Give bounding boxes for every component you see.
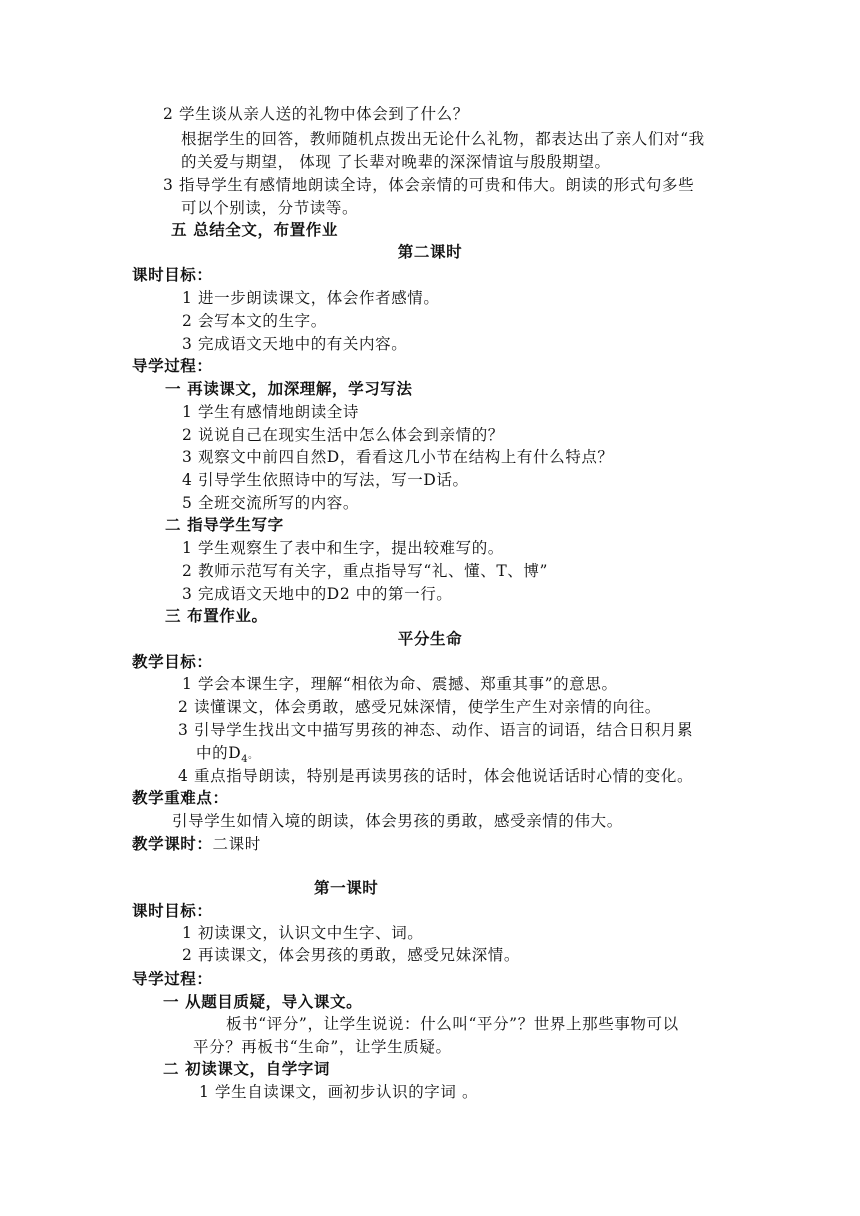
text-line: 4 引导学生依照诗中的写法，写一D话。: [182, 471, 469, 489]
text-fragment: 中的D: [196, 744, 242, 762]
text-line: 2 教师示范写有关字，重点指导写“礼、懂、T、博”: [182, 562, 548, 580]
text-fragment: 二课时: [212, 835, 261, 853]
text-line: 3 引导学生找出文中描写男孩的神态、动作、语言的词语，结合日积月累: [178, 721, 694, 739]
text-line: 3 完成语文天地中的D2 中的第一行。: [182, 585, 453, 603]
section-heading: 五 总结全文，布置作业: [171, 220, 338, 239]
text-line: 1 学生有感情地朗读全诗: [182, 403, 359, 421]
section-label: 课时目标：: [132, 901, 213, 920]
section-label: 教学课时：: [132, 834, 213, 853]
text-line: 5 全班交流所写的内容。: [182, 494, 359, 512]
text-line: 1 学会本课生字，理解“相依为命、震撼、郑重其事”的意思。: [182, 675, 618, 693]
text-line: 2 说说自己在现实生活中怎么体会到亲情的？: [182, 426, 504, 444]
text-line: 3 指导学生有感情地朗读全诗，体会亲情的可贵和伟大。朗读的形式句多些: [163, 176, 695, 194]
text-line: 1 学生观察生了表中和生字，提出较难写的。: [182, 539, 504, 557]
section-heading: 一 从题目质疑，导入课文。: [163, 992, 363, 1011]
text-line: 2 会写本文的生字。: [182, 312, 327, 330]
text-line: 3 观察文中前四自然D，看看这几小节在结构上有什么特点？: [182, 448, 614, 466]
section-heading: 一 再读课文，加深理解，学习写法: [165, 379, 413, 398]
section-label: 课时目标：: [132, 265, 213, 284]
text-line: 1 初读课文，认识文中生字、词。: [182, 924, 424, 942]
lesson-title: 平分生命: [397, 629, 463, 648]
section-heading: 三 布置作业。: [165, 606, 268, 625]
text-line: 2 读懂课文，体会勇敢，感受兄妹深情，使学生产生对亲情的向往。: [178, 698, 661, 716]
text-line: 根据学生的回答，教师随机点拨出无论什么礼物，都表达出了亲人们对“我: [181, 130, 705, 148]
section-label: 教学重难点：: [132, 788, 229, 807]
text-fragment: 。: [248, 751, 258, 761]
subscript: 4: [241, 754, 249, 766]
section-heading: 二 初读课文，自学字词: [163, 1059, 330, 1078]
text-line: 板书“评分”，让学生说说：什么叫“平分”？世界上那些事物可以: [226, 1015, 679, 1033]
section-label: 导学过程：: [132, 969, 213, 988]
text-line: 的关爱与期望， 体现 了长辈对晚辈的深深情谊与殷殷期望。: [181, 153, 611, 171]
section-label: 导学过程：: [132, 356, 213, 375]
text-line: 3 完成语文天地中的有关内容。: [182, 335, 408, 353]
text-line: 1 进一步朗读课文，体会作者感情。: [182, 289, 440, 307]
text-line: 平分？再板书“生命”，让学生质疑。: [193, 1038, 452, 1056]
text-line: 可以个别读，分节读等。: [181, 199, 359, 217]
text-line: 1 学生自读课文，画初步认识的字词 。: [199, 1083, 479, 1101]
text-line: 引导学生如情入境的朗读，体会男孩的勇敢，感受亲情的伟大。: [172, 812, 623, 830]
text-line: 2 学生谈从亲人送的礼物中体会到了什么？: [163, 105, 469, 123]
lesson-title: 第二课时: [397, 242, 463, 261]
section-label: 教学目标：: [132, 652, 213, 671]
text-line: 4 重点指导朗读，特别是再读男孩的话时，体会他说话话时心情的变化。: [178, 767, 694, 785]
text-line: [132, 832, 261, 856]
section-heading: 二 指导学生写字: [165, 515, 284, 534]
text-line: 2 再读课文，体会男孩的勇敢，感受兄妹深情。: [182, 946, 520, 964]
lesson-title: 第一课时: [314, 878, 379, 897]
